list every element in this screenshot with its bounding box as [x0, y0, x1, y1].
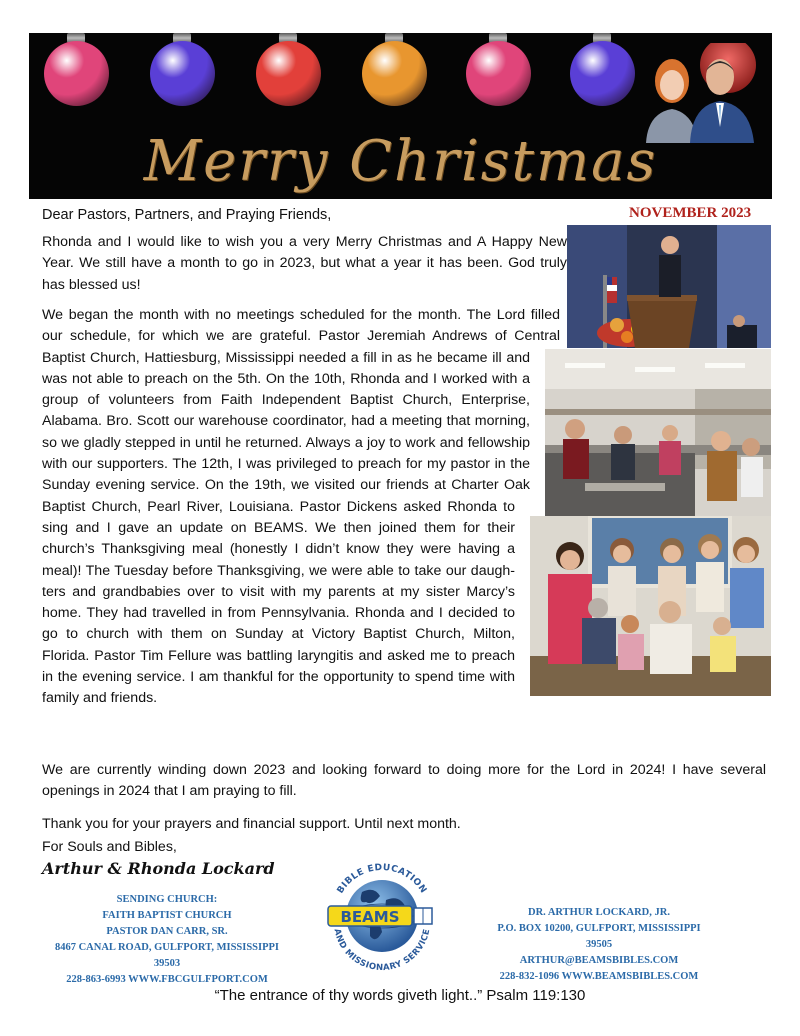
church-contact: 228-863-6993 WWW.FBCGULFPORT.COM — [66, 974, 268, 985]
logo-name: BEAMS — [340, 908, 400, 926]
signature: Arthur & Rhonda Lockard — [42, 859, 275, 878]
family-photo — [530, 516, 771, 696]
logo-top-arc: BIBLE EDUCATION — [335, 862, 429, 896]
sending-church-label: SENDING CHURCH: — [116, 894, 218, 905]
couple-portrait — [638, 43, 756, 143]
greeting: Dear Pastors, Partners, and Praying Friends, — [42, 207, 332, 223]
logo-bottom-arc: AND MISSIONARY SERVICE — [331, 927, 433, 974]
missionary-info — [484, 905, 714, 985]
missionary-name: DR. ARTHUR LOCKARD, JR. — [528, 907, 670, 918]
paragraph-3: We are currently winding down 2023 and looking forward to doing more for the Lord in 2024! I have several openings in 2024 that I am praying to fill. — [42, 762, 766, 800]
footer-verse: “The entrance of thy words giveth light..” Psalm 119:130 — [214, 987, 586, 1004]
christmas-banner — [29, 33, 772, 199]
pulpit-photo — [567, 225, 771, 348]
missionary-address: P.O. BOX 10200, GULFPORT, MISSISSIPPI 39505 — [497, 923, 701, 950]
church-address: 8467 CANAL ROAD, GULFPORT, MISSISSIPPI 39503 — [54, 942, 280, 969]
warehouse-volunteers-photo — [545, 349, 771, 517]
paragraph-2-text: We began the month with no meetings scheduled for the month. The Lord filled our schedule, for which we are grateful. Pastor Jeremiah Andrews of Central Baptist Church, Hattiesburg, Mississippi needed a fill in as he became ill and was not able to preach on the 5th. On the 10th, Rhonda and I worked with a group of volunteers from Faith Independent Baptist Church, Enterprise, Alabama. Bro. Scott our warehouse coordinator, had a meeting that morning, so we gladly stepped in until he returned. Always a joy to work and fellowship with our supporters. The 12th, I was privileged to preach for my pastor in the Sunday evening service. On the 19th, we visited our friends at Charter Oak Baptist Church, Pearl River, Louisiana. Pastor Dickens asked Rhonda to sing and I gave an update on BEAMS. We then joined them for their church’s Thanksgiving meal (honestly I didn’t know they were having a meal)! The Tuesday before Thanksgiving, we were able to take our daughters and grandbabies over to visit with my parents at my sister Marcy’s home. They had travelled in from Pennsylvania. Rhonda and I decided to go to church with them on Sunday at Victory Baptist Church, Milton, Florida. Pastor Tim Fellure was battling laryngitis and asked me to preach in the evening service. I am thankful for the opportunity to spend time with family and friends. — [42, 307, 560, 707]
beams-logo — [322, 856, 442, 976]
missionary-contact: 228-832-1096 WWW.BEAMSBIBLES.COM — [499, 971, 699, 982]
paragraph-1: Rhonda and I would like to wish you a very Merry Christmas and A Happy New Year. We still have a month to go in 2023, but what a year it has been. God truly has blessed us! — [42, 234, 567, 293]
merry-christmas-title: Merry Christmas — [143, 129, 658, 194]
paragraph-4: Thank you for your prayers and financial support. Until next month. — [42, 816, 461, 832]
church-name: FAITH BAPTIST CHURCH — [102, 910, 232, 921]
missionary-email: ARTHUR@BEAMSBIBLES.COM — [519, 955, 679, 966]
newsletter-date: NOVEMBER 2023 — [629, 205, 752, 221]
sending-church-info — [44, 892, 290, 988]
pastor-name: PASTOR DAN CARR, SR. — [106, 926, 228, 937]
closing-line: For Souls and Bibles, — [42, 839, 177, 855]
